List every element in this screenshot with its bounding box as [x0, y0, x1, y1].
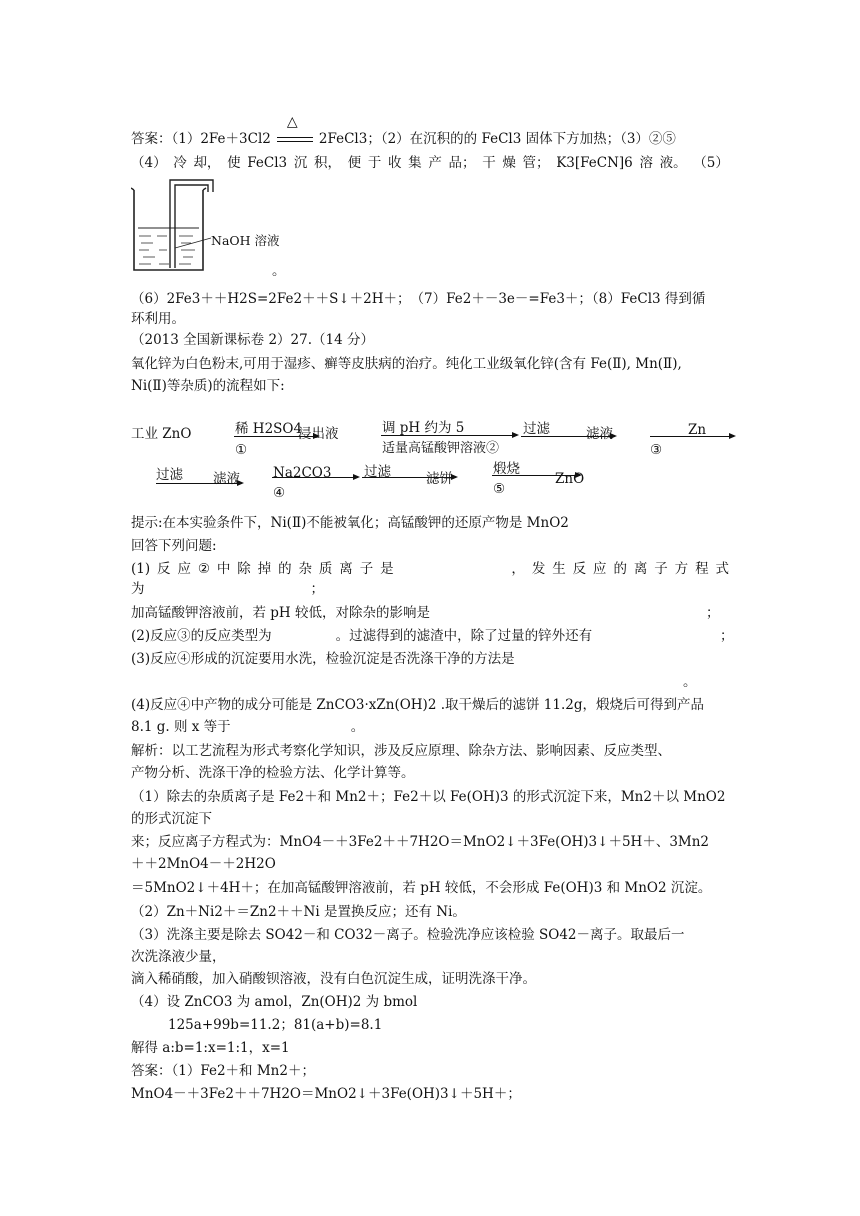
q1-word: 发 — [531, 561, 546, 577]
q1-word: 应 — [177, 561, 191, 577]
q1-word: 离 — [339, 561, 353, 577]
q1-word: 子 — [359, 561, 374, 577]
analysis-line: （2）Zn＋Ni2＋＝Zn2＋＋Ni 是置换反应；还有 Ni。 — [131, 904, 466, 920]
q1-line-3-end: ； — [706, 605, 720, 621]
answer-word: 干 — [482, 155, 496, 171]
flow-s5-product: ZnO — [555, 471, 585, 487]
flow-start: 工业 ZnO — [131, 426, 192, 442]
q1-line-2 — [131, 580, 324, 598]
analysis-line: MnO4－＋3Fe2＋＋7H2O＝MnO2↓＋3Fe(OH)3↓＋5H＋； — [131, 1086, 521, 1102]
q1-word: 是 — [380, 561, 394, 577]
q1-cont: 为 — [131, 581, 145, 597]
q4-line-1: (4)反应④中产物的成分可能是 ZnCO3·xZn(OH)2 .取干燥后的滤饼 11.2g，煅烧后可得到产品 — [131, 697, 704, 713]
flow-s2-sub: 适量高锰酸钾溶液② — [382, 441, 500, 456]
answer-word: 收 — [388, 155, 402, 171]
answer-word: （5） — [693, 155, 729, 171]
q3-end: 。 — [683, 674, 697, 690]
flow-s1-num: ① — [235, 442, 248, 458]
q1-word: 反 — [572, 561, 587, 577]
analysis-line: 来；反应离子方程式为：MnO4－＋3Fe2＋＋7H2O＝MnO2↓＋3Fe(OH)3↓＋5H＋、3Mn2 — [131, 834, 710, 850]
answer-word: 燥 — [502, 155, 516, 171]
answer-word: 液。 — [659, 155, 687, 171]
analysis-line: 的形式沉淀下 — [131, 811, 212, 827]
flow-s4-num: ④ — [273, 485, 286, 501]
q2-end: ； — [720, 628, 734, 644]
q4-end: 。 — [350, 719, 365, 735]
q1-word: 应 — [593, 561, 607, 577]
answer-word: K3[FeCN]6 — [556, 155, 633, 171]
q2-part-a: (2)反应③的反应类型为 — [131, 628, 272, 644]
analysis-line: 次洗涤液少量， — [131, 949, 226, 965]
answer-word: 冷 — [173, 155, 187, 171]
q1-word: 掉 — [257, 561, 272, 577]
analysis-line: ＋＋2MnO4－＋2H2O — [131, 856, 276, 872]
question-intro-1: 氧化锌为白色粉末,可用于湿疹、癣等皮肤病的治疗。纯化工业级氧化锌(含有 Fe(Ⅱ), Mn(Ⅱ), — [131, 356, 682, 372]
analysis-line: （1）除去的杂质离子是 Fe2＋和 Mn2＋；Fe2＋以 Fe(OH)3 的形式沉淀下来，Mn2＋以 MnO2 — [131, 789, 726, 805]
q2-line — [131, 627, 592, 645]
answer-word: 却， — [193, 155, 221, 171]
q1-word: 中 — [216, 561, 231, 577]
q1-word: (1) — [131, 561, 151, 577]
q1-word: ② — [197, 561, 210, 577]
answer-line-2 — [131, 154, 729, 172]
flow-s4-product: 滤饼 — [426, 471, 453, 487]
hint-text: 提示:在本实验条件下，Ni(Ⅱ)不能被氧化；高锰酸钾的还原产物是 MnO2 — [131, 515, 569, 531]
q1-word: 除 — [237, 561, 251, 577]
beaker-period: 。 — [272, 263, 286, 279]
answer-word: 便 — [347, 155, 362, 171]
q1-word: 程 — [695, 561, 709, 577]
answer-word: 品； — [448, 155, 476, 171]
q4-part-b: 8.1 g. 则 x 等于 — [131, 719, 231, 735]
flow-s5-reagent: 煅烧 — [493, 461, 520, 477]
q1-word: 的 — [613, 561, 627, 577]
answer-word: 集 — [408, 155, 422, 171]
flow-s2-op: 过滤 — [523, 421, 550, 437]
q2-part-b: 。过滤得到的滤渣中，除了过量的锌外还有 — [335, 628, 593, 644]
flow-s4-reagent: Na2CO3 — [273, 465, 332, 481]
q1-word: 式 — [715, 561, 729, 577]
analysis-line: （3）洗涤主要是除去 SO42－和 CO32－离子。检验洗净应该检验 SO42－离子。取最后一 — [131, 927, 685, 943]
q1-word: 反 — [157, 561, 171, 577]
answer-word: 产 — [428, 155, 442, 171]
flow-s5-num: ⑤ — [493, 481, 506, 497]
heat-condition — [277, 113, 313, 147]
flow-arrow-2 — [381, 435, 517, 436]
answer-word: 于 — [367, 155, 382, 171]
answer-line-1 — [131, 113, 676, 148]
answer-line-6b: 环利用。 — [131, 311, 185, 327]
answer-word: （4） — [131, 155, 167, 171]
q1-word: 杂 — [298, 561, 312, 577]
flow-s3-product: 滤液 — [213, 471, 240, 487]
q1-word: 的 — [278, 561, 292, 577]
answer-word: 使 — [227, 155, 241, 171]
q1-word: 离 — [633, 561, 648, 577]
question-source: （2013 全国新课标卷 2）27.（14 分） — [131, 332, 374, 348]
q1-line-3: 加高锰酸钾溶液前，若 pH 较低，对除杂的影响是 — [131, 605, 430, 621]
analysis-line: 125a+99b=11.2；81(a+b)=8.1 — [168, 1017, 383, 1033]
flow-arrow-6 — [272, 477, 358, 478]
answer-word: 积， — [313, 155, 341, 171]
analysis-line: 解析：以工艺流程为形式考察化学知识，涉及反应原理、除杂方法、影响因素、反应类型、 — [131, 743, 671, 759]
flow-s1-product: 浸出液 — [298, 426, 339, 442]
analysis-line: ＝5MnO2↓＋4H＋；在加高锰酸钾溶液前，若 pH 较低，不会形成 Fe(OH)3 和 MnO2 沉淀。 — [131, 880, 712, 896]
analysis-line: 滴入稀硝酸，加入硝酸钡溶液，没有白色沉淀生成，证明洗涤干净。 — [131, 971, 536, 987]
analysis-line: （4）设 ZnCO3 为 amol，Zn(OH)2 为 bmol — [131, 994, 418, 1010]
beaker-drawing — [131, 176, 291, 276]
analysis-line: 答案：（1）Fe2＋和 Mn2＋； — [131, 1063, 315, 1079]
flow-s2-product: 滤液 — [586, 426, 613, 442]
answer-word: 沉 — [293, 155, 308, 171]
q1-word: 质 — [318, 561, 333, 577]
beaker-figure — [131, 176, 291, 276]
flow-s3-num: ③ — [650, 442, 663, 458]
question-intro-2: Ni(Ⅱ)等杂质)的流程如下: — [131, 378, 285, 394]
flow-s2-reagent: 调 pH 约为 5 — [382, 420, 465, 436]
flow-s4-op: 过滤 — [364, 464, 391, 480]
flow-s1-reagent: 稀 H2SO4 — [235, 421, 303, 437]
flow-s3-op: 过滤 — [156, 467, 183, 483]
answer-prefix: 答案：（1）2Fe＋3Cl2 — [131, 131, 271, 147]
analysis-line: 解得 a:b=1:x=1:1，x=1 — [131, 1040, 290, 1056]
q1-line-1 — [131, 560, 729, 578]
answer-line-6: （6）2Fe3＋＋H2S=2Fe2＋＋S↓＋2H＋； （7）Fe2＋－3e－=Fe3＋；（8）FeCl3 得到循 — [131, 291, 706, 307]
q1-cont-end: ； — [310, 581, 324, 597]
answer-word: 管； — [522, 155, 550, 171]
flow-s3-reagent: Zn — [688, 422, 707, 438]
q1-word: 方 — [674, 561, 689, 577]
q1-word: ， — [511, 561, 525, 577]
heat-symbol: △ — [286, 113, 298, 130]
answer-word: 溶 — [639, 155, 653, 171]
q4-line-2 — [131, 718, 364, 736]
q1-blank[interactable] — [401, 560, 505, 578]
answer-word: FeCl3 — [247, 155, 288, 171]
q1-word: 子 — [654, 561, 668, 577]
beaker-label: NaOH 溶液 — [211, 233, 280, 248]
flow-arrow-4 — [650, 436, 734, 437]
ask-text: 回答下列问题: — [131, 538, 217, 554]
q3-line: (3)反应④形成的沉淀要用水洗，检验沉淀是否洗涤干净的方法是 — [131, 651, 515, 667]
q1-word: 生 — [552, 561, 566, 577]
answer-product: 2FeCl3；（2）在沉积的的 FeCl3 固体下方加热；（3）②⑤ — [318, 131, 676, 147]
double-bar — [277, 137, 313, 142]
analysis-line: 产物分析、洗涤干净的检验方法、化学计算等。 — [131, 765, 415, 781]
